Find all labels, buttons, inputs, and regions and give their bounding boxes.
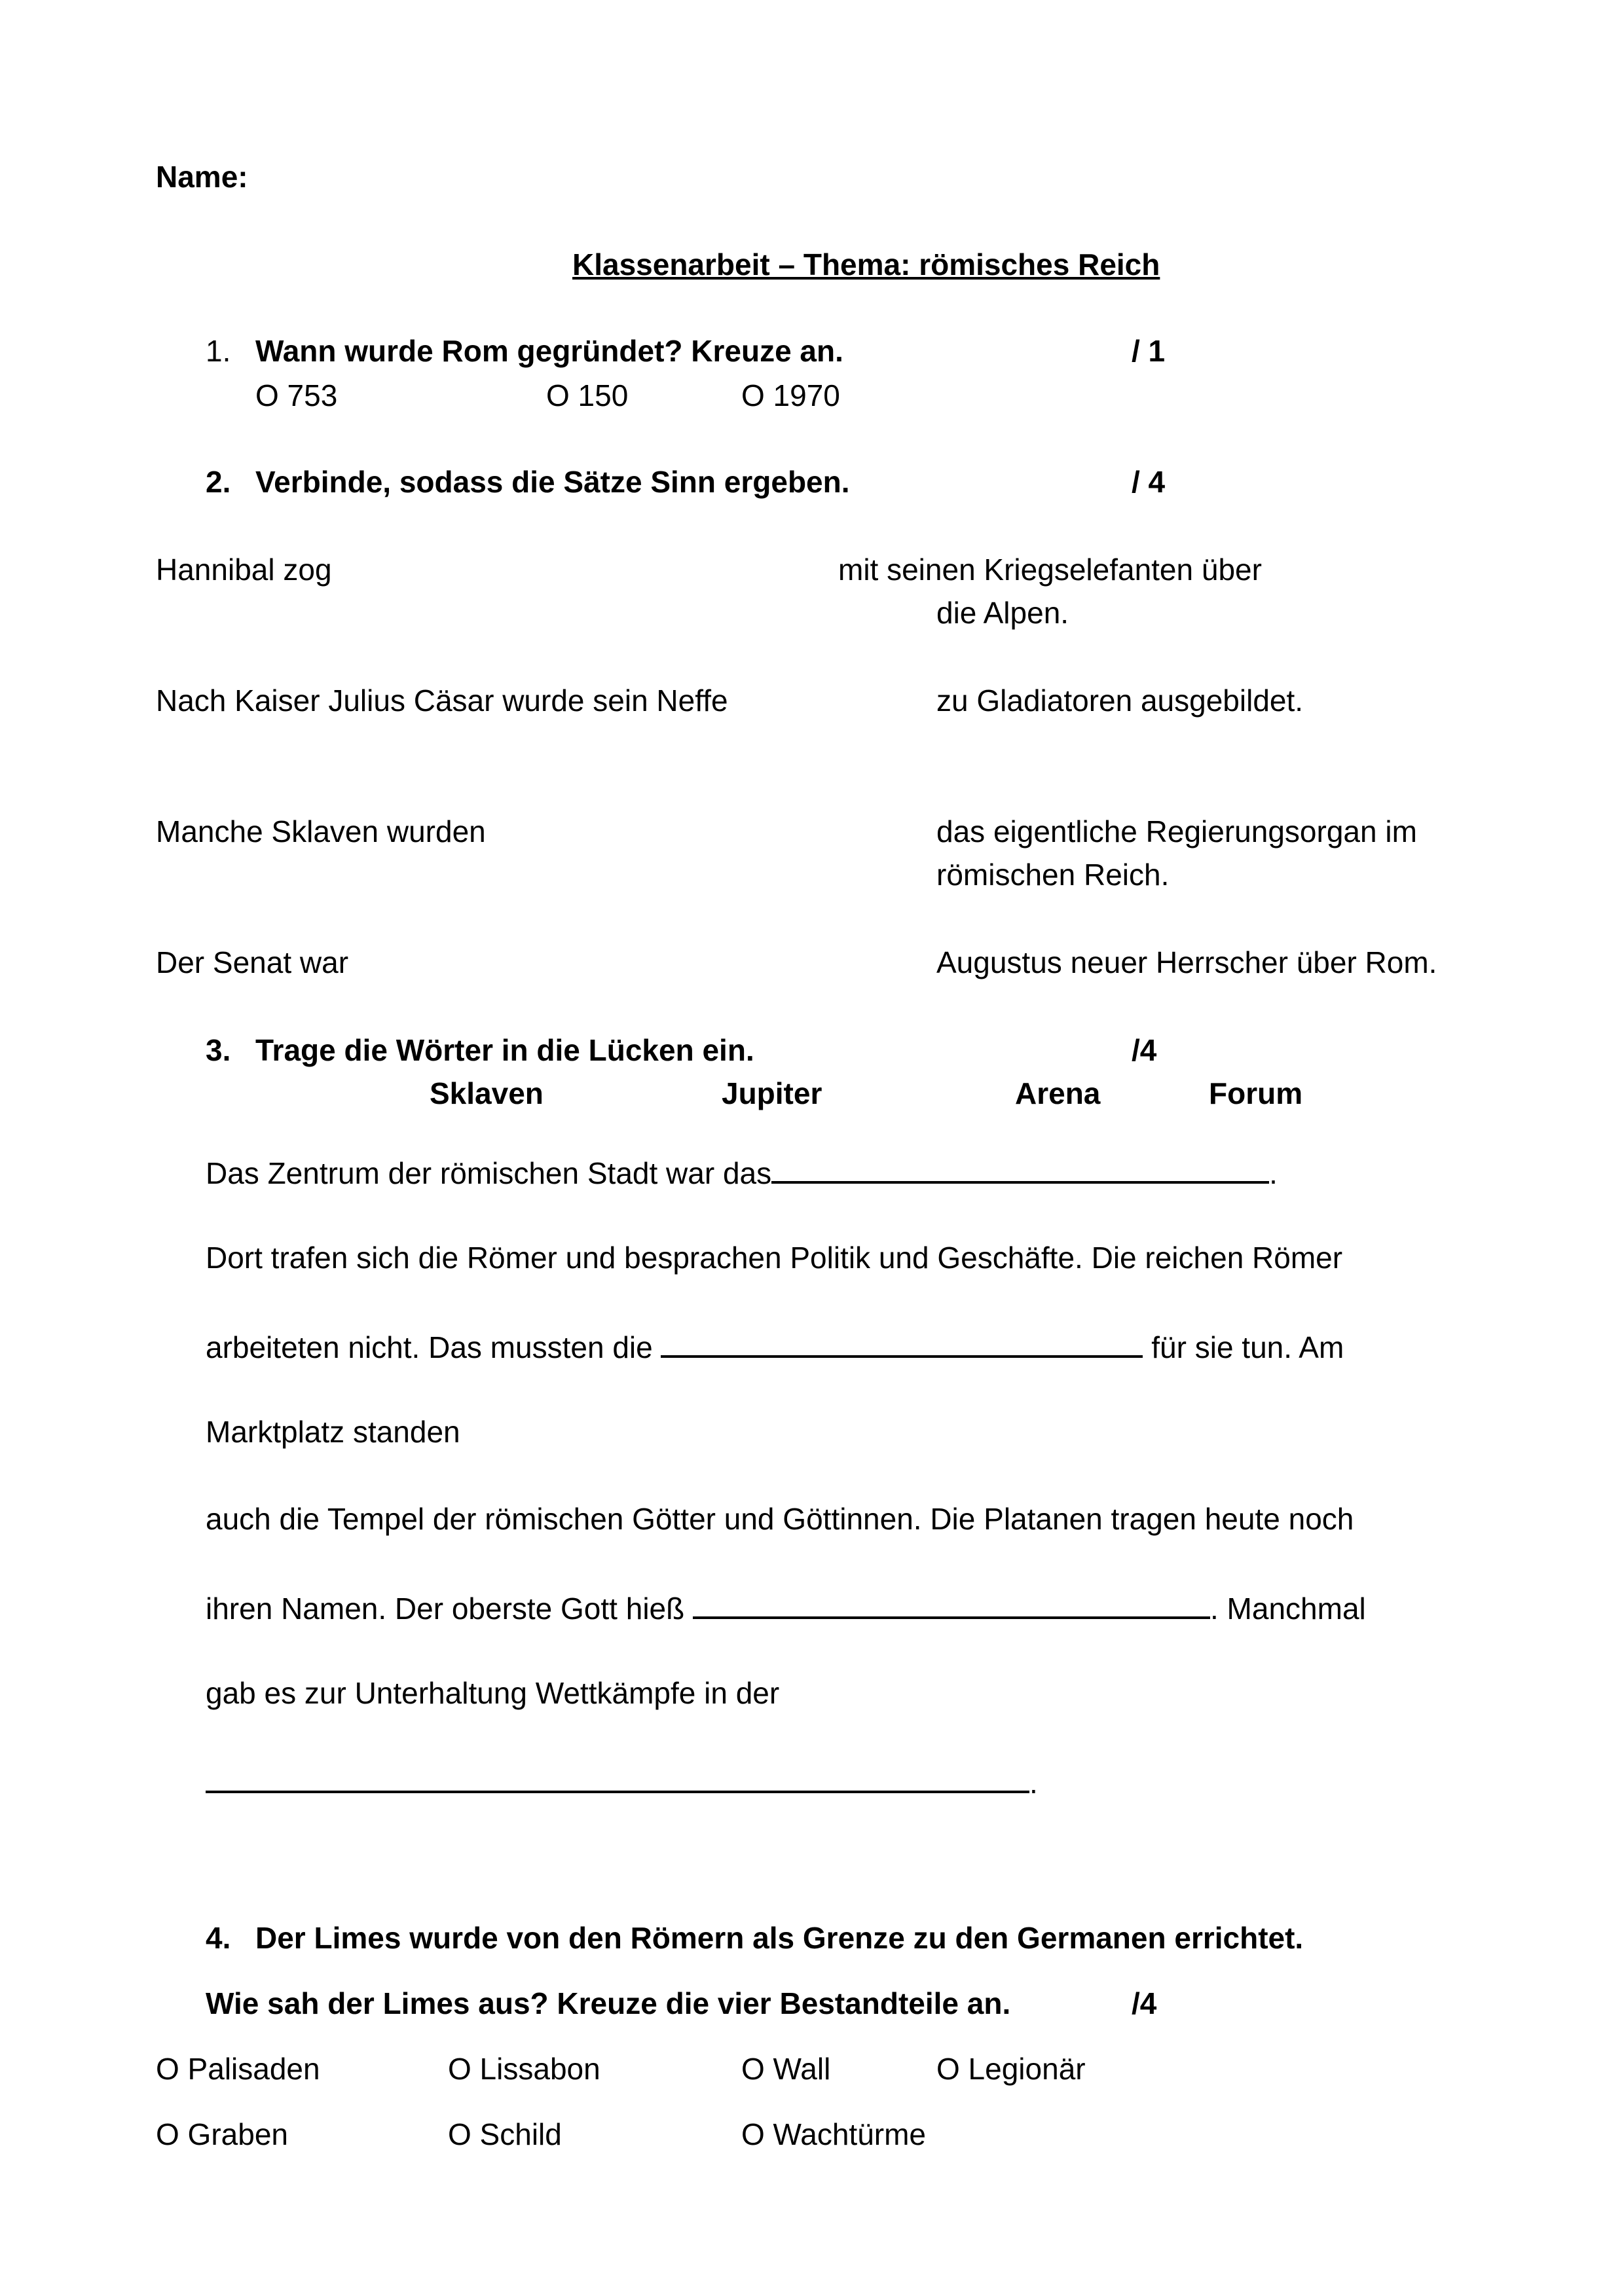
q4-option-legionaer[interactable]: O Legionär bbox=[936, 2052, 1086, 2086]
q1-option-150[interactable]: O 150 bbox=[546, 378, 629, 412]
q2-number: 2. bbox=[206, 465, 231, 499]
q4-option-graben[interactable]: O Graben bbox=[156, 2117, 288, 2151]
q3-line-6-text: ihren Namen. Der oberste Gott hieß bbox=[206, 1592, 693, 1626]
q3-line-1-end: . bbox=[1269, 1156, 1278, 1190]
q3-word-arena: Arena bbox=[1015, 1076, 1101, 1110]
q3-line-3 bbox=[206, 1326, 1344, 1366]
q4-question-1: Der Limes wurde von den Römern als Grenze zu den Germanen errichtet. bbox=[255, 1921, 1304, 1955]
blank-jupiter[interactable] bbox=[693, 1588, 1210, 1619]
q2-left-4: Der Senat war bbox=[156, 945, 349, 979]
q3-line-8-end: . bbox=[1029, 1766, 1038, 1800]
blank-arena[interactable] bbox=[206, 1762, 1029, 1793]
q3-line-4: Marktplatz standen bbox=[206, 1415, 460, 1449]
q2-right-2: zu Gladiatoren ausgebildet. bbox=[936, 683, 1304, 718]
q3-line-8 bbox=[206, 1762, 1038, 1801]
q3-word-forum: Forum bbox=[1209, 1076, 1303, 1110]
q2-points: / 4 bbox=[1132, 465, 1166, 499]
q4-option-lissabon[interactable]: O Lissabon bbox=[448, 2052, 600, 2086]
q1-option-1970[interactable]: O 1970 bbox=[741, 378, 840, 412]
q2-left-2: Nach Kaiser Julius Cäsar wurde sein Neffe bbox=[156, 683, 728, 718]
q3-number: 3. bbox=[206, 1033, 231, 1067]
q2-left-1: Hannibal zog bbox=[156, 553, 332, 587]
q2-left-3: Manche Sklaven wurden bbox=[156, 814, 486, 848]
q4-option-wall[interactable]: O Wall bbox=[741, 2052, 831, 2086]
q4-option-wachtuerme[interactable]: O Wachtürme bbox=[741, 2117, 927, 2151]
q3-question: Trage die Wörter in die Lücken ein. bbox=[255, 1033, 754, 1067]
q3-points: /4 bbox=[1132, 1033, 1157, 1067]
blank-sklaven[interactable] bbox=[661, 1326, 1143, 1358]
name-label: Name: bbox=[156, 160, 248, 194]
q1-question: Wann wurde Rom gegründet? Kreuze an. bbox=[255, 334, 843, 368]
q1-points: / 1 bbox=[1132, 334, 1166, 368]
q2-right-1-line2: die Alpen. bbox=[936, 596, 1069, 630]
q3-word-jupiter: Jupiter bbox=[722, 1076, 822, 1110]
page-title: Klassenarbeit – Thema: römisches Reich bbox=[572, 247, 1160, 282]
q3-line-6-end: . Manchmal bbox=[1210, 1592, 1366, 1626]
q4-option-schild[interactable]: O Schild bbox=[448, 2117, 562, 2151]
q3-line-3-end: für sie tun. Am bbox=[1143, 1330, 1344, 1364]
q3-line-1-text: Das Zentrum der römischen Stadt war das bbox=[206, 1156, 772, 1190]
q1-option-753[interactable]: O 753 bbox=[255, 378, 338, 412]
q4-number: 4. bbox=[206, 1921, 231, 1955]
q4-option-palisaden[interactable]: O Palisaden bbox=[156, 2052, 320, 2086]
q2-right-3-line1: das eigentliche Regierungsorgan im bbox=[936, 814, 1417, 848]
q3-line-1 bbox=[206, 1152, 1278, 1192]
q2-right-4: Augustus neuer Herrscher über Rom. bbox=[936, 945, 1437, 979]
q2-right-3-line2: römischen Reich. bbox=[936, 858, 1170, 892]
q3-line-2: Dort trafen sich die Römer und besprachen Politik und Geschäfte. Die reichen Römer bbox=[206, 1241, 1343, 1275]
q3-line-5: auch die Tempel der römischen Götter und Göttinnen. Die Platanen tragen heute noch bbox=[206, 1502, 1354, 1536]
q4-question-2: Wie sah der Limes aus? Kreuze die vier Bestandteile an. bbox=[206, 1986, 1011, 2020]
q3-line-3-text: arbeiteten nicht. Das mussten die bbox=[206, 1330, 661, 1364]
blank-forum[interactable] bbox=[771, 1152, 1269, 1184]
q3-line-7: gab es zur Unterhaltung Wettkämpfe in der bbox=[206, 1676, 780, 1710]
q4-points: /4 bbox=[1132, 1986, 1157, 2020]
q2-question: Verbinde, sodass die Sätze Sinn ergeben. bbox=[255, 465, 850, 499]
q3-word-sklaven: Sklaven bbox=[430, 1076, 544, 1110]
q1-number: 1. bbox=[206, 334, 231, 368]
q2-right-1-line1: mit seinen Kriegselefanten über bbox=[838, 553, 1262, 587]
q3-line-6 bbox=[206, 1588, 1366, 1627]
